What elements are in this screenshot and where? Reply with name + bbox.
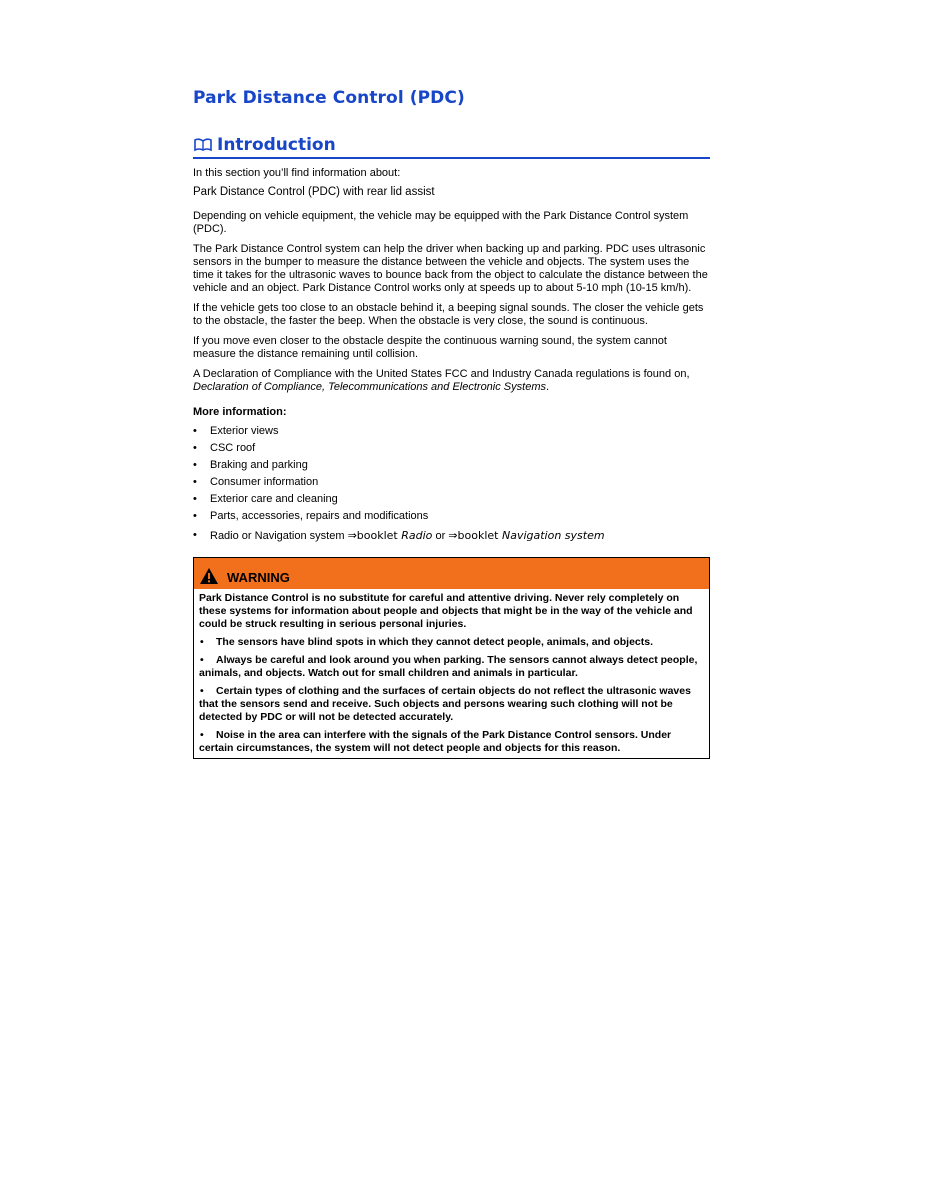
list-item-booklets [193, 529, 710, 543]
paragraph-closer: If you move even closer to the obstacle despite the continuous warning sound, the system cannot measure the distance remaining until collision. [193, 335, 667, 360]
warning-bullet: • Always be careful and look around you when parking. The sensors cannot always detect people, animals, and objects. Watch out for small children and animals in particular. [199, 654, 698, 679]
navigation-booklet-link[interactable]: ⇒booklet Navigation system [448, 529, 605, 542]
list-item[interactable]: • Exterior views [193, 425, 710, 438]
warning-lead: Park Distance Control is no substitute for careful and attentive driving. Never rely completely on these systems for information about people and objects that might be in the way of the vehicle and could be struck resulting in serious personal injuries. [199, 592, 693, 630]
warning-bullet: • Certain types of clothing and the surfaces of certain objects do not reflect the ultrasonic waves that the sensors send and receive. Such objects and persons wearing such clothing will not be detected by PDC or will not be detected accurately. [199, 685, 691, 723]
intro-line: In this section you’ll find information about: [193, 167, 401, 179]
declaration-end: . [545, 381, 550, 393]
warning-triangle-icon [199, 567, 219, 585]
more-info-heading: More information: [193, 406, 287, 418]
warning-header [194, 558, 709, 589]
paragraph-equipment: Depending on vehicle equipment, the vehicle may be equipped with the Park Distance Control system (PDC). [193, 210, 689, 235]
list-item[interactable]: • Parts, accessories, repairs and modifications [193, 510, 710, 523]
warning-bullet: • The sensors have blind spots in which they cannot detect people, animals, and objects. [200, 636, 654, 648]
warning-box [193, 557, 710, 759]
warning-body [194, 589, 709, 758]
declaration-link[interactable]: Declaration of Compliance, Telecommunications and Electronic Systems [193, 381, 546, 393]
warning-bullet: • Noise in the area can interfere with the signals of the Park Distance Control sensors. Under certain circumstances, the system will not detect people and objects for this reason. [199, 729, 672, 754]
declaration-text: A Declaration of Compliance with the United States FCC and Industry Canada regulations is found on, [193, 368, 690, 380]
list-item[interactable]: • Exterior care and cleaning [193, 493, 710, 506]
radio-booklet-link[interactable]: ⇒booklet Radio [347, 529, 433, 542]
intro-topic: Park Distance Control (PDC) with rear lid assist [193, 186, 435, 198]
book-icon [193, 138, 213, 152]
paragraph-how-it-works: The Park Distance Control system can help the driver when backing up and parking. PDC uses ultrasonic sensors in the bumper to measure the distance between the vehicle and objects. The system uses the time it takes for the ultrasonic waves to bounce back from the object to calculate the distance between the vehicle and an object. Park Distance Control works only at speeds up to about 5-10 mph (10-15 km/h). [193, 243, 708, 294]
booklet-or: or [432, 530, 449, 542]
page-title: Park Distance Control (PDC) [193, 88, 465, 108]
paragraph-declaration [193, 368, 710, 394]
section-heading: Introduction [217, 135, 336, 155]
paragraph-beeping: If the vehicle gets too close to an obstacle behind it, a beeping signal sounds. The closer the vehicle gets to the obstacle, the faster the beep. When the obstacle is very close, the sound is continuous. [193, 302, 704, 327]
booklet-prefix: Radio or Navigation system [210, 530, 348, 542]
warning-title: WARNING [227, 570, 290, 585]
section-heading-row [193, 135, 710, 159]
page-content [193, 88, 710, 759]
list-item[interactable]: • Braking and parking [193, 459, 710, 472]
list-item[interactable]: • CSC roof [193, 442, 710, 455]
more-info-list [193, 425, 710, 543]
list-item[interactable]: • Consumer information [193, 476, 710, 489]
